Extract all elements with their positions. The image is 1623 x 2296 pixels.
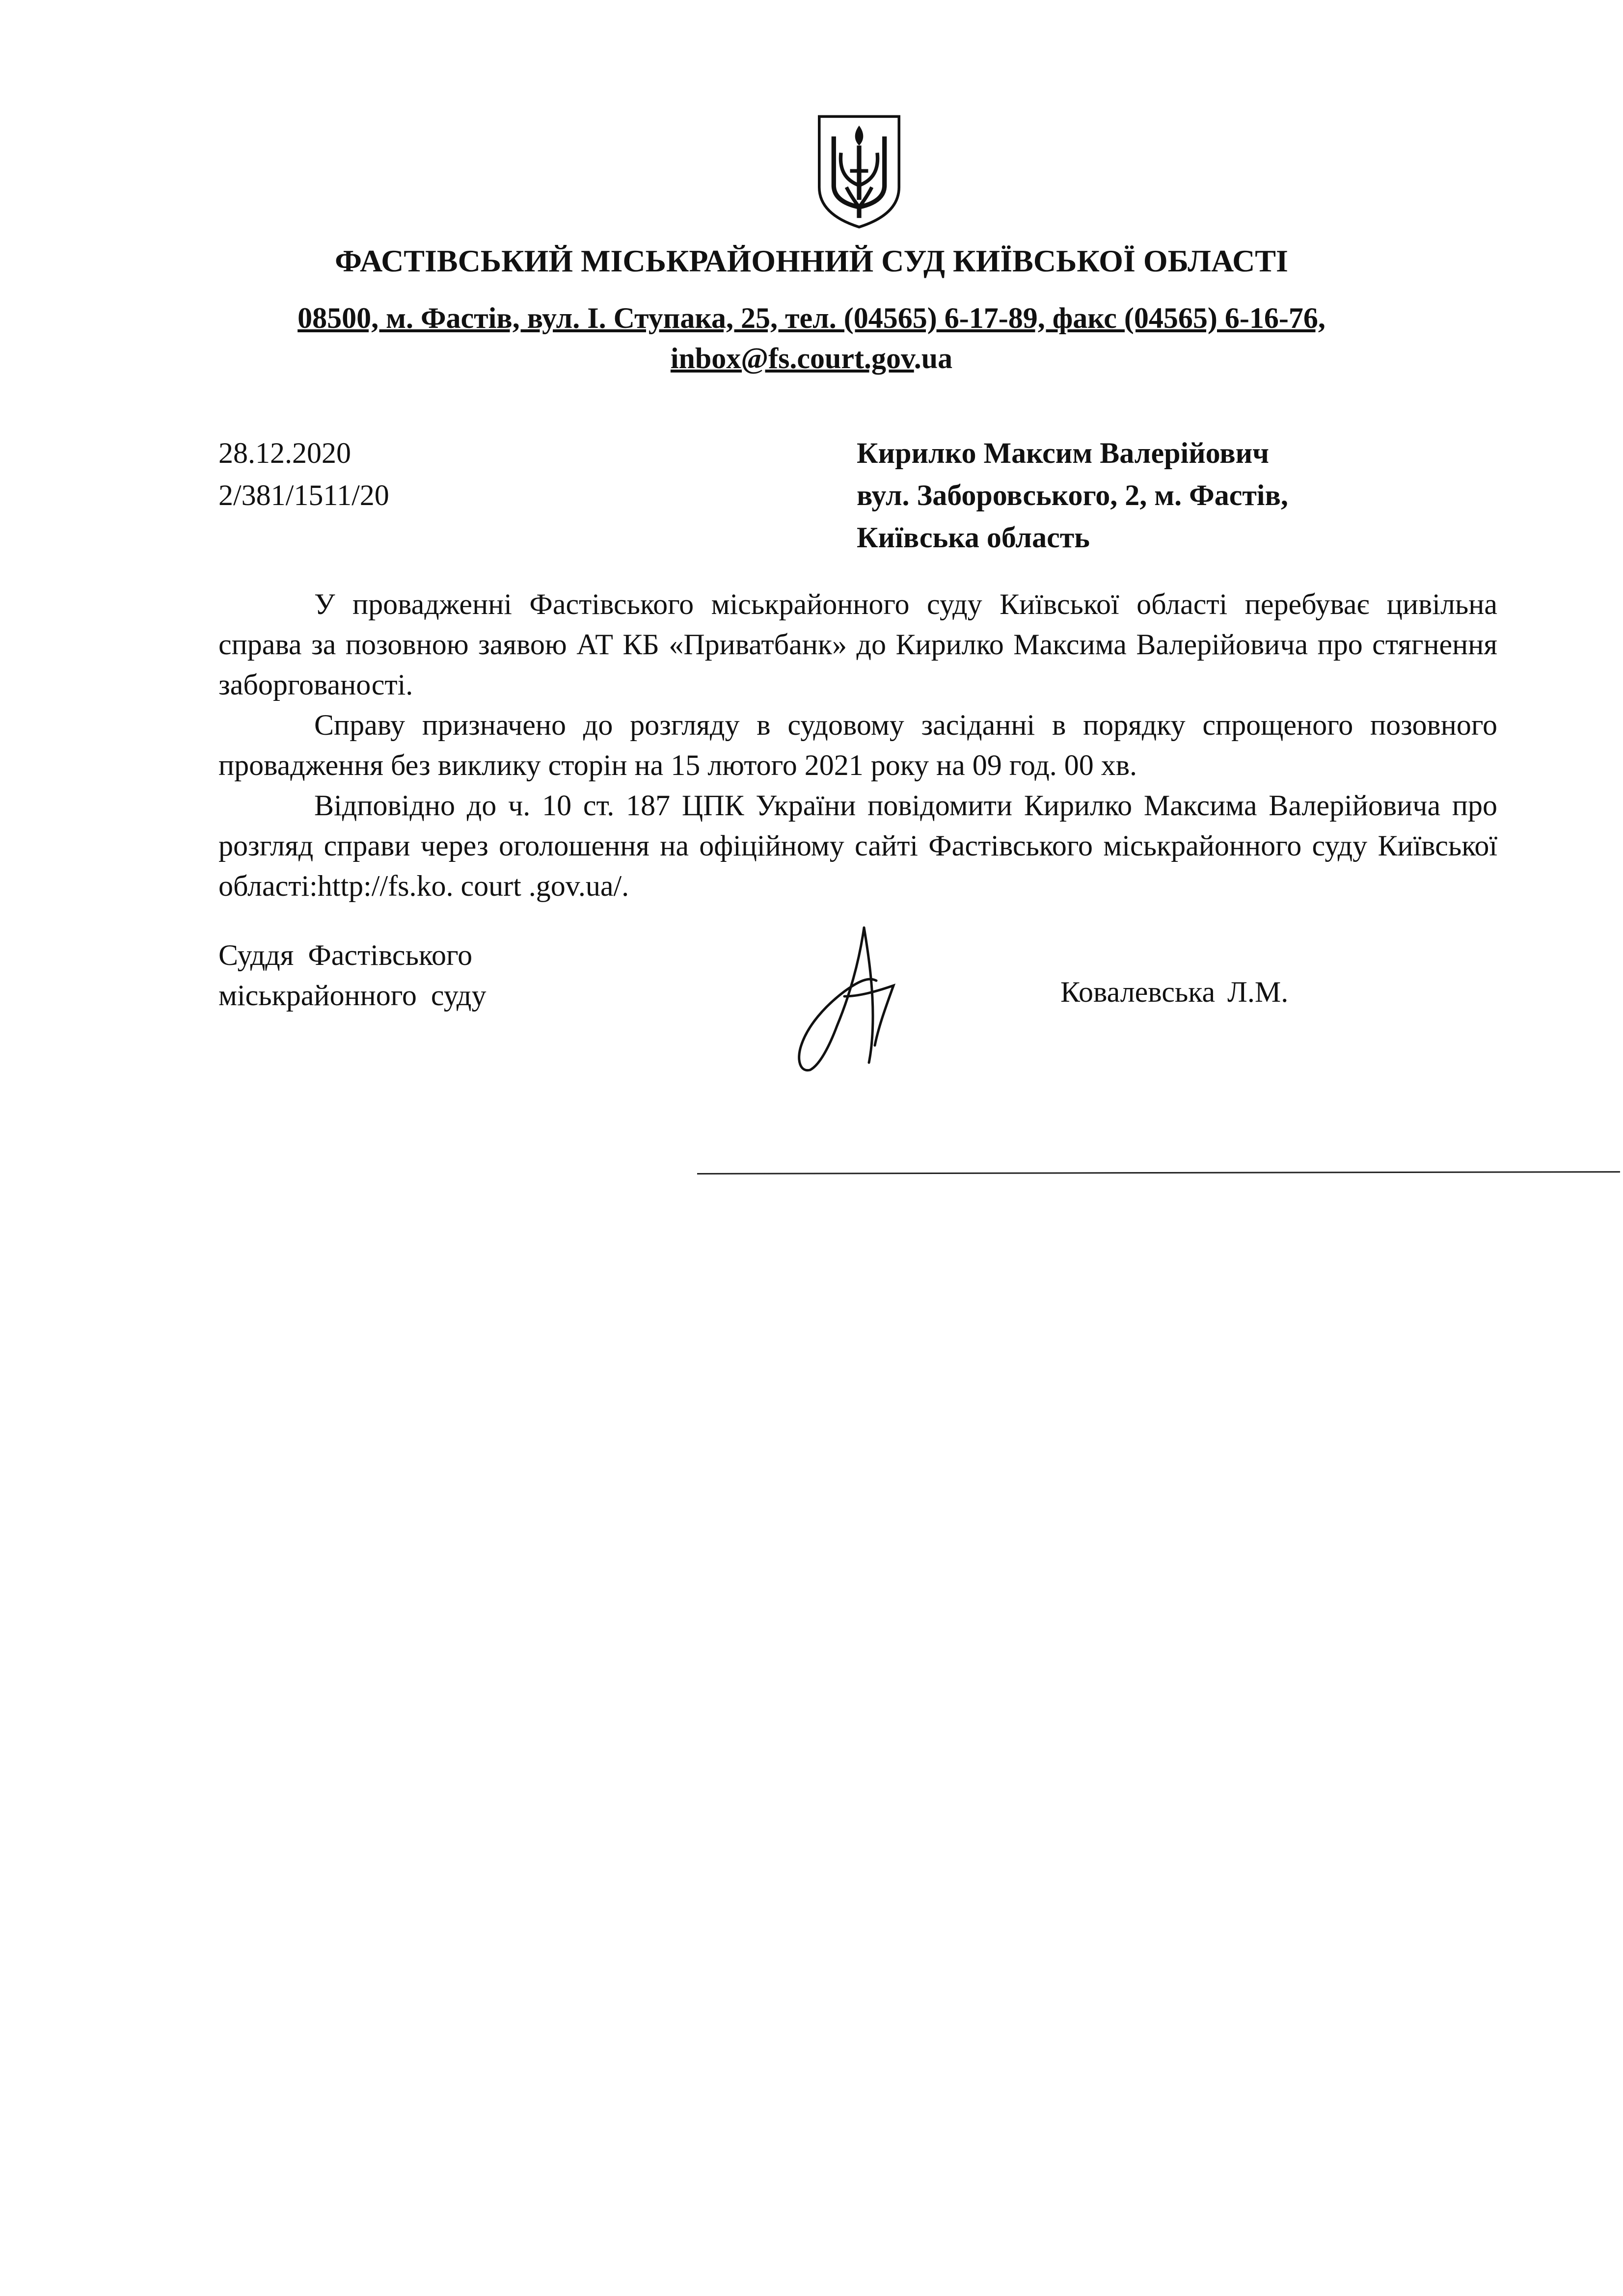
court-email-suffix: .ua	[914, 342, 953, 374]
document-date: 28.12.2020	[218, 437, 351, 469]
court-email-link[interactable]: inbox@fs.court.gov	[670, 342, 914, 374]
divider-line	[697, 1171, 1620, 1175]
ukraine-trident-emblem-icon	[812, 113, 906, 231]
court-name: ФАСТІВСЬКИЙ МІСЬКРАЙОННИЙ СУД КИЇВСЬКОЇ ОБЛАСТІ	[335, 243, 1288, 278]
body-paragraph: Відповідно до ч. 10 ст. 187 ЦПК України повідомити Кирилко Максима Валерійовича про розгляд справи через оголошення на офіційному сайті Фастівського міськрайонного суду Київської області:http://fs.ko. court .gov.ua/.	[218, 789, 1497, 902]
recipient-name: Кирилко Максим Валерійович	[857, 437, 1269, 469]
judge-name: Ковалевська Л.М.	[1060, 976, 1289, 1008]
signer-title-line: міськрайонного суду	[218, 979, 487, 1012]
recipient-block	[857, 432, 1288, 559]
recipient-street: вул. Заборовського, 2, м. Фастів,	[857, 479, 1288, 511]
recipient-region: Київська область	[857, 521, 1090, 554]
body-paragraph: Справу призначено до розгляду в судовому засіданні в порядку спрощеного позовного провадження без виклику сторін на 15 лютого 2021 року на 09 год. 00 хв.	[218, 709, 1497, 781]
handwritten-signature	[790, 923, 923, 1090]
signer-title	[218, 935, 486, 1015]
signer-title-line: Суддя Фастівського	[218, 939, 473, 971]
document-meta	[218, 432, 389, 516]
court-email	[0, 342, 1623, 375]
court-address: 08500, м. Фастів, вул. І. Ступака, 25, тел. (04565) 6-17-89, факс (04565) 6-16-76,	[298, 302, 1325, 334]
document-number: 2/381/1511/20	[218, 479, 389, 511]
letter-body	[218, 584, 1497, 906]
body-paragraph: У провадженні Фастівського міськрайонного суду Київської області перебуває цивільна справа за позовною заявою АТ КБ «Приватбанк» до Кирилко Максима Валерійовича про стягнення заборгованості.	[218, 588, 1497, 701]
